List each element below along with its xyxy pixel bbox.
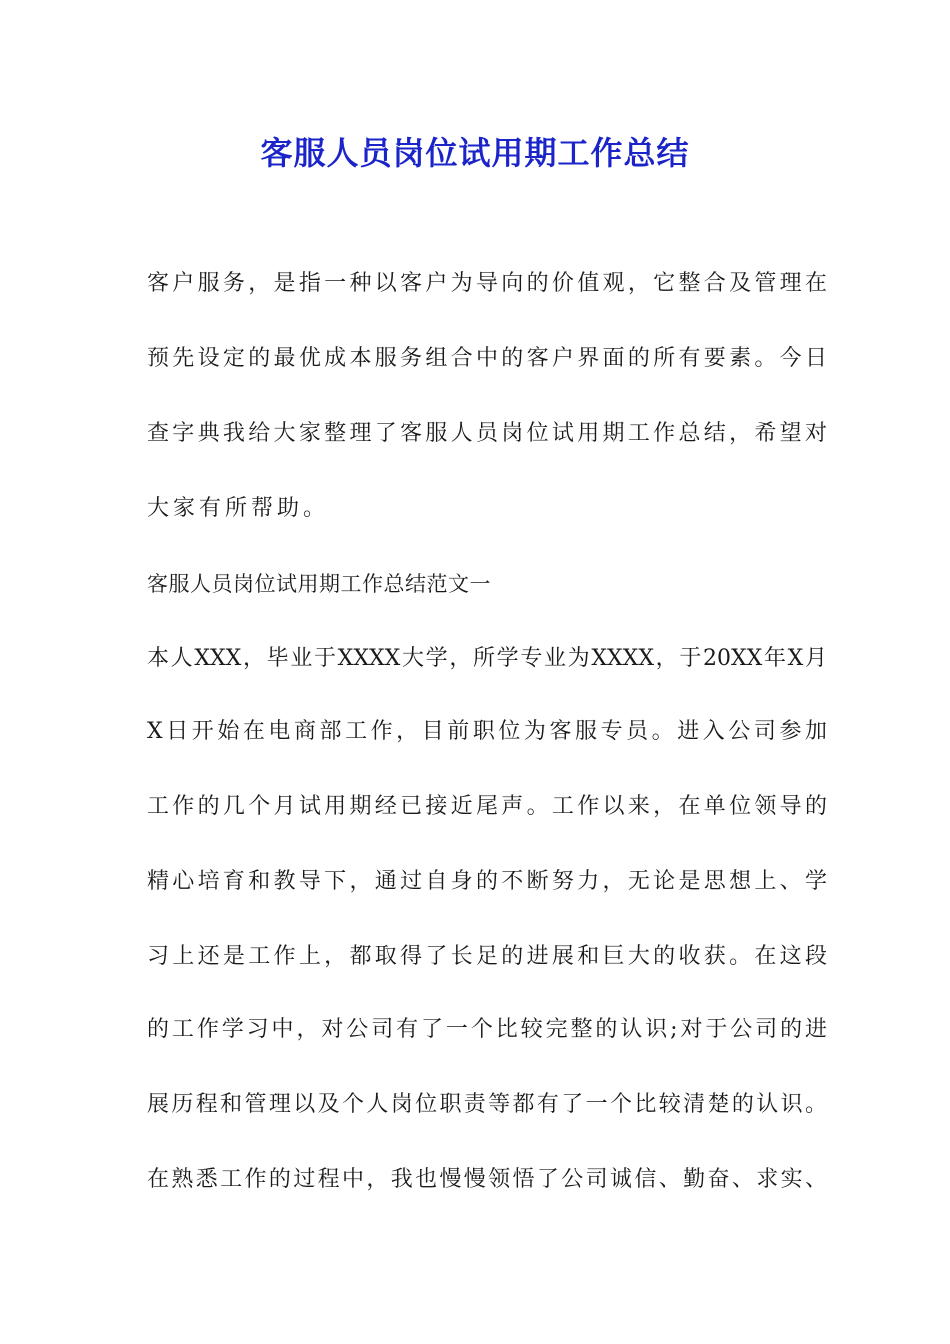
body-line: 精心培育和教导下，通过自身的不断努力，无论是思想上、学 bbox=[147, 869, 827, 894]
body-line: 工作的几个月试用期经已接近尾声。工作以来，在单位领导的 bbox=[147, 794, 827, 819]
body-line: 在熟悉工作的过程中，我也慢慢领悟了公司诚信、勤奋、求实、 bbox=[147, 1167, 827, 1192]
body-line: 本人XXX，毕业于XXXX大学，所学专业为XXXX，于20XX年X月 bbox=[147, 646, 827, 671]
body-line: 习上还是工作上，都取得了长足的进展和巨大的收获。在这段 bbox=[147, 944, 827, 969]
intro-line: 客户服务，是指一种以客户为导向的价值观，它整合及管理在 bbox=[147, 271, 827, 296]
section-heading: 客服人员岗位试用期工作总结范文一 bbox=[147, 572, 491, 596]
body-line: 展历程和管理以及个人岗位职责等都有了一个比较清楚的认识。 bbox=[147, 1092, 827, 1117]
intro-line: 大家有所帮助。 bbox=[147, 496, 330, 521]
body-line: X日开始在电商部工作，目前职位为客服专员。进入公司参加 bbox=[147, 719, 827, 744]
intro-line: 查字典我给大家整理了客服人员岗位试用期工作总结，希望对 bbox=[147, 421, 827, 446]
body-line: 的工作学习中，对公司有了一个比较完整的认识;对于公司的进 bbox=[147, 1017, 827, 1042]
document-title: 客服人员岗位试用期工作总结 bbox=[260, 134, 690, 172]
intro-line: 预先设定的最优成本服务组合中的客户界面的所有要素。今日 bbox=[147, 346, 827, 371]
